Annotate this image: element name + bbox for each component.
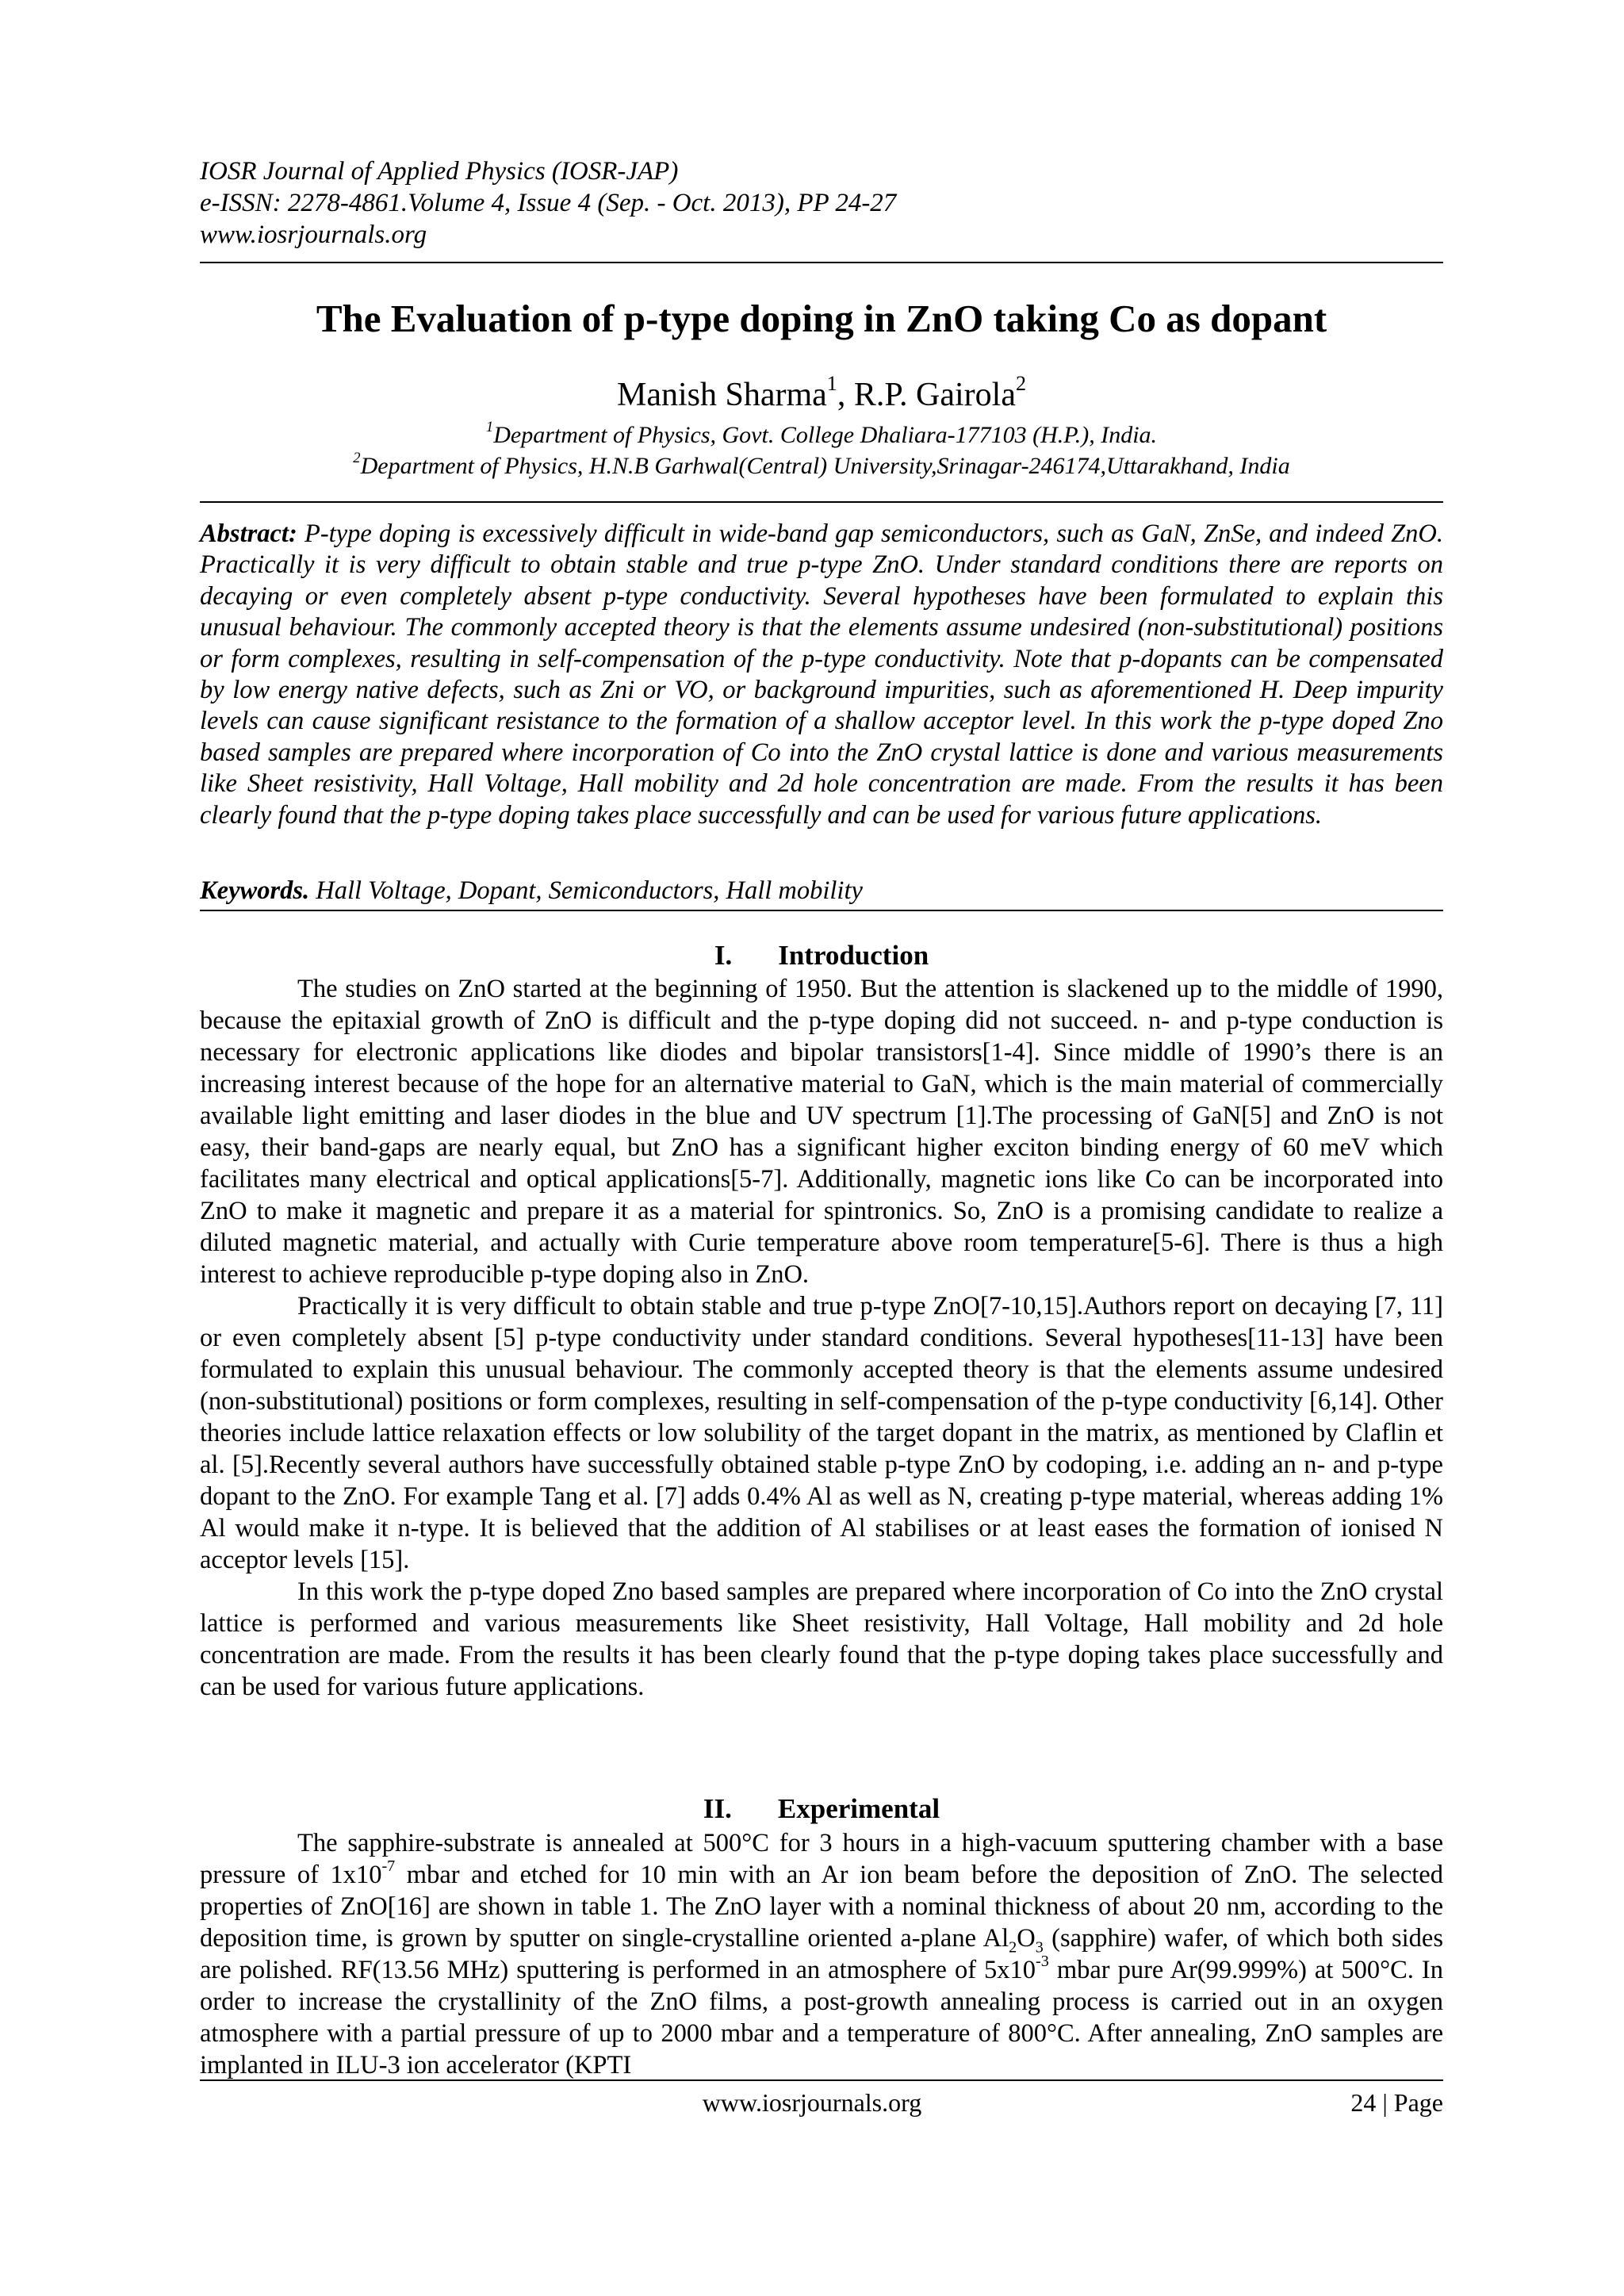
abstract-text: P-type doping is excessively difficult in wide-band gap semiconductors, such as GaN, ZnSe, and indeed ZnO. Practically it is very difficult to obtain stable and true p-type ZnO. Under standard conditions there are reports on decaying or even completely absent p-type conductivity. Several hypotheses have been formulated to explain this unusual behaviour. The commonly accepted theory is that the elements assume undesired (non-substitutional) positions or form complexes, resulting in self-compensation of the p-type conductivity. Note that p-dopants can be compensated by low energy native defects, such as Zni or VO, or background impurities, such as aforementioned H. Deep impurity levels can cause significant resistance to the formation of a shallow acceptor level. In this work the p-type doped Zno based samples are prepared where incorporation of Co into the ZnO crystal lattice is done and various measurements like Sheet resistivity, Hall Voltage, Hall mobility and 2d hole concentration are made. From the results it has been clearly found that the p-type doping takes place successfully and can be used for various future applications. — [200, 519, 1443, 830]
introduction-body — [200, 973, 1443, 1703]
section-heading-experimental — [200, 1792, 1443, 1826]
text-run: mbar and etched for 10 min with an Ar ion beam before the deposition of ZnO. The selected properties of ZnO[16] are shown in table 1. The ZnO layer with a nominal thickness of about 20 nm, according to the deposition time, is grown by sputter on single-crystalline oriented a-plane Al — [200, 1861, 1443, 1953]
footer-page-number: 24 | Page — [1350, 2088, 1443, 2117]
author-affiliation-mark: 1 — [826, 372, 837, 396]
footer-website: www.iosrjournals.org — [702, 2088, 922, 2117]
footer-rule — [200, 2079, 1443, 2081]
section-title: Introduction — [778, 940, 929, 971]
paragraph: Practically it is very difficult to obtain stable and true p-type ZnO[7-10,15].Authors report on decaying [7, 11] or even completely absent [5] p-type conductivity under standard conditions. Several hypotheses[11-13] have been formulated to explain this unusual behaviour. The commonly accepted theory is that the elements assume undesired (non-substitutional) positions or form complexes, resulting in self-compensation of the p-type conductivity [6,14]. Other theories include lattice relaxation effects or low solubility of the target dopant in the matrix, as mentioned by Claflin et al. [5].Recently several authors have successfully obtained stable p-type ZnO by codoping, i.e. adding an n- and p-type dopant to the ZnO. For example Tang et al. [7] adds 0.4% Al as well as N, creating p-type material, whereas adding 1% Al would make it n-type. It is believed that the addition of Al stabilises or at least eases the formation of ionised N acceptor levels [15]. — [200, 1292, 1443, 1574]
header-rule — [200, 262, 1443, 263]
subscript: 3 — [1035, 1938, 1044, 1957]
abstract — [200, 519, 1443, 831]
text-run: (sapphire) wafer, of which both sides are polished. RF(13.56 MHz) sputtering is performed in an atmosphere of 5x10 — [200, 1924, 1443, 1984]
paper-title: The Evaluation of p-type doping in ZnO taking Co as dopant — [316, 297, 1327, 340]
section-number: I. — [714, 940, 733, 971]
author-name: R.P. Gairola — [853, 377, 1016, 413]
abstract-top-rule — [200, 501, 1443, 503]
text-run: O — [1017, 1924, 1036, 1953]
keywords — [200, 876, 1443, 907]
abstract-bottom-rule — [200, 910, 1443, 911]
keywords-text: Hall Voltage, Dopant, Semiconductors, Hall mobility — [316, 876, 863, 905]
text-run: The sapphire-substrate is annealed at 500°C for 3 hours in a high-vacuum sputtering chamber with a base pressure of 1x10 — [200, 1829, 1443, 1889]
author-separator: , — [837, 377, 854, 413]
authors — [200, 372, 1443, 415]
section-number: II. — [703, 1793, 732, 1824]
paragraph — [200, 1827, 1443, 2081]
affiliation-text: Department of Physics, H.N.B Garhwal(Central) University,Srinagar-246174,Uttarakhand, India — [360, 453, 1290, 479]
journal-website: www.iosrjournals.org — [200, 220, 427, 249]
text-run: mbar pure Ar(99.999%) at 500°C. In order to increase the crystallinity of the ZnO films, a post-growth annealing process is carried out in an oxygen atmosphere with a partial pressure of up to 2000 mbar and a temperature of 800°C. After annealing, ZnO samples are implanted in ILU-3 ion accelerator (KPTI — [200, 1956, 1443, 2079]
section-title: Experimental — [777, 1793, 940, 1824]
journal-name: IOSR Journal of Applied Physics (IOSR-JAP) — [200, 157, 679, 186]
paragraph: In this work the p-type doped Zno based samples are prepared where incorporation of Co into the ZnO crystal lattice is performed and various measurements like Sheet resistivity, Hall Voltage, Hall mobility and 2d hole concentration are made. From the results it has been clearly found that the p-type doping takes place successfully and can be used for various future applications. — [200, 1577, 1443, 1701]
affiliation-1 — [200, 421, 1443, 450]
keywords-label: Keywords. — [200, 876, 310, 905]
experimental-body — [200, 1827, 1443, 2081]
affiliation-mark: 2 — [353, 450, 361, 467]
subscript: 2 — [1009, 1938, 1017, 1957]
author-affiliation-mark: 2 — [1015, 372, 1026, 396]
paragraph: The studies on ZnO started at the beginning of 1950. But the attention is slackened up to the middle of 1990, because the epitaxial growth of ZnO is difficult and the p-type doping did not succeed. n- and p-type conduction is necessary for electronic applications like diodes and bipolar transistors[1-4]. Since middle of 1990’s there is an increasing interest because of the hope for an alternative material to GaN, which is the main material of commercially available light emitting and laser diodes in the blue and UV spectrum [1].The processing of GaN[5] and ZnO is not easy, their band-gaps are nearly equal, but ZnO has a significant higher exciton binding energy of 60 meV which facilitates many electrical and optical applications[5-7]. Additionally, magnetic ions like Co can be incorporated into ZnO to make it magnetic and prepare it as a material for spintronics. So, ZnO is a promising candidate to realize a diluted magnetic material, and actually with Curie temperature above room temperature[5-6]. There is thus a high interest to achieve reproducible p-type doping also in ZnO. — [200, 975, 1443, 1289]
affiliation-text: Department of Physics, Govt. College Dhaliara-177103 (H.P.), India. — [493, 422, 1158, 448]
abstract-label: Abstract: — [200, 519, 297, 548]
journal-issn: e-ISSN: 2278-4861.Volume 4, Issue 4 (Sep. - Oct. 2013), PP 24-27 — [200, 189, 897, 217]
section-heading-introduction — [200, 939, 1443, 972]
affiliation-mark: 1 — [485, 419, 494, 436]
affiliation-2 — [200, 452, 1443, 481]
author-name: Manish Sharma — [617, 377, 827, 413]
exponent: -3 — [1036, 1953, 1049, 1971]
exponent: -7 — [381, 1857, 396, 1876]
